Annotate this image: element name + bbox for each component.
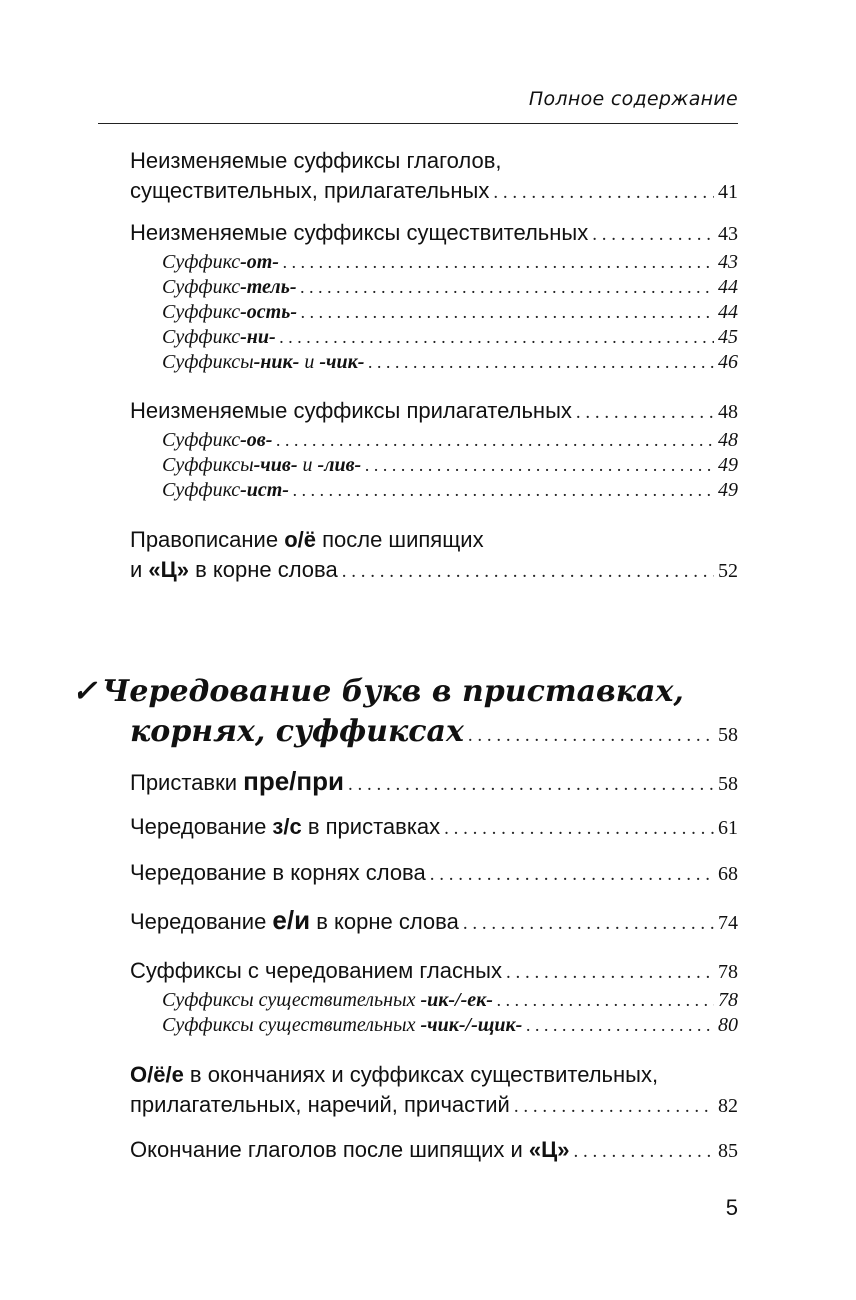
toc-entry-o-yo-after-sibilants[interactable] xyxy=(130,525,738,587)
toc-subentry[interactable] xyxy=(130,250,738,275)
suffix-label: -ов- xyxy=(240,429,273,451)
dot-leader xyxy=(301,300,714,325)
toc-entry-text: Окончание глаголов после шипящих и xyxy=(130,1137,529,1162)
dot-leader xyxy=(468,712,714,756)
dot-leader xyxy=(526,1013,714,1038)
dot-leader xyxy=(368,350,714,375)
toc-entry-o-yo-e-endings[interactable] xyxy=(130,1060,738,1122)
dot-leader xyxy=(430,858,714,890)
letter-label: «Ц» xyxy=(148,557,189,582)
page-ref: 45 xyxy=(718,326,738,348)
page-ref: 49 xyxy=(718,454,738,476)
toc-subentry[interactable] xyxy=(130,1013,738,1038)
dot-leader xyxy=(576,396,714,428)
subentry-text: Суффиксы существительных xyxy=(162,1014,421,1036)
subentry-text: Суффикс xyxy=(162,479,241,501)
page-ref: 78 xyxy=(718,961,738,983)
section-title: Чередование букв в приставках, xyxy=(102,674,684,709)
page-ref: 46 xyxy=(718,351,738,373)
toc-entry-text: Чередование xyxy=(130,909,273,934)
suffix-label: -ость- xyxy=(240,301,297,323)
toc-subentry[interactable] xyxy=(130,275,738,300)
dot-leader xyxy=(283,250,714,275)
toc-entry-text: Неизменяемые суффиксы глаголов, xyxy=(130,148,502,173)
subentry-text: Суффикс xyxy=(162,429,241,451)
dot-leader xyxy=(280,325,714,350)
page-number: 5 xyxy=(725,1195,738,1220)
dot-leader xyxy=(293,478,714,503)
letter-label: о/ё xyxy=(284,527,316,552)
running-header: Полное содержание xyxy=(528,88,738,110)
toc-entry-verb-endings[interactable] xyxy=(130,1135,738,1167)
dot-leader xyxy=(342,555,714,587)
dot-leader xyxy=(444,812,714,844)
toc-entry-text: Приставки xyxy=(130,770,244,795)
header-rule xyxy=(98,123,738,124)
toc-entry-noun-suffixes[interactable] xyxy=(130,218,738,375)
toc-entry-text: Чередование xyxy=(130,814,273,839)
suffix-label: -тель- xyxy=(240,276,297,298)
subentry-conjunction: и xyxy=(299,351,320,373)
page-ref: 44 xyxy=(718,301,738,323)
letter-label: з/с xyxy=(272,814,302,839)
dot-leader xyxy=(365,453,714,478)
dot-leader xyxy=(573,1135,714,1167)
toc-entry-verb-suffixes[interactable] xyxy=(130,146,738,208)
page-ref: 48 xyxy=(718,429,738,451)
subentry-conjunction: и xyxy=(297,454,318,476)
page-ref: 58 xyxy=(718,773,738,795)
prefix-label: пре/при xyxy=(243,766,344,796)
subentry-text: Суффикс xyxy=(162,326,241,348)
page-ref: 43 xyxy=(718,223,738,245)
subentry-text: Суффикс xyxy=(162,301,241,323)
toc-entry-vowel-alternation-suffixes[interactable] xyxy=(130,956,738,1038)
page-ref: 68 xyxy=(718,863,738,885)
toc-subentry[interactable] xyxy=(130,350,738,375)
toc-subentry[interactable] xyxy=(130,478,738,503)
toc-entry-text: и xyxy=(130,557,149,582)
dot-leader xyxy=(301,275,715,300)
letter-label: «Ц» xyxy=(528,1137,570,1162)
page-ref: 82 xyxy=(718,1095,738,1117)
toc-entry-text: в корне слова xyxy=(310,909,459,934)
dot-leader xyxy=(276,428,714,453)
toc-entry-text: существительных, прилагательных xyxy=(130,178,490,203)
page-ref: 78 xyxy=(718,989,738,1011)
toc-entry-root-alternation[interactable] xyxy=(130,858,738,890)
toc-entry-z-s-prefixes[interactable] xyxy=(130,812,738,844)
dot-leader xyxy=(592,218,714,250)
page-ref: 43 xyxy=(718,251,738,273)
page-ref: 85 xyxy=(718,1140,738,1162)
dot-leader xyxy=(463,907,714,939)
subentry-text: Суффикс xyxy=(162,276,241,298)
dot-leader xyxy=(348,768,714,800)
page-ref: 61 xyxy=(718,817,738,839)
toc-entry-text: в корне слова xyxy=(188,557,338,582)
subentry-text: Суффиксы xyxy=(162,351,254,373)
page-ref: 80 xyxy=(718,1014,738,1036)
toc-entry-e-i-root[interactable] xyxy=(130,905,738,939)
checkmark-icon: ✓ xyxy=(72,674,98,709)
toc-entry-text: Чередование в корнях слова xyxy=(130,860,426,885)
subentry-text: Суффиксы существительных xyxy=(162,989,421,1011)
toc-entry-text: Правописание xyxy=(130,527,285,552)
dot-leader xyxy=(497,988,714,1013)
toc-entry-text: в приставках xyxy=(301,814,441,839)
page-ref: 44 xyxy=(718,276,738,298)
page-ref: 58 xyxy=(718,724,738,746)
suffix-label: -ист- xyxy=(240,479,289,501)
toc-entry-text: прилагательных, наречий, причастий xyxy=(130,1092,510,1117)
subentry-text: Суффиксы xyxy=(162,454,254,476)
section-heading-alternation[interactable] xyxy=(72,672,738,756)
dot-leader xyxy=(493,176,714,208)
toc-subentry[interactable] xyxy=(130,300,738,325)
suffix-label: -чик-/-щик- xyxy=(420,1014,523,1036)
suffix-label: -ник- xyxy=(253,351,300,373)
section-title: корнях, суффиксах xyxy=(130,714,464,749)
toc-subentry[interactable] xyxy=(130,428,738,453)
page-ref: 48 xyxy=(718,401,738,423)
subentry-text: Суффикс xyxy=(162,251,241,273)
toc-entry-text: Суффиксы с чередованием гласных xyxy=(130,958,502,983)
suffix-label: -чив- xyxy=(253,454,298,476)
suffix-label: -чик- xyxy=(319,351,365,373)
page-ref: 52 xyxy=(718,560,738,582)
toc-subentry[interactable] xyxy=(130,988,738,1013)
toc-entry-pre-pri[interactable] xyxy=(130,766,738,800)
suffix-label: -от- xyxy=(240,251,279,273)
toc-entry-adjective-suffixes[interactable] xyxy=(130,396,738,503)
dot-leader xyxy=(506,956,714,988)
toc-entry-text: Неизменяемые суффиксы существительных xyxy=(130,220,589,245)
dot-leader xyxy=(514,1090,714,1122)
toc-subentry[interactable] xyxy=(130,325,738,350)
page-ref: 41 xyxy=(718,181,738,203)
page-ref: 49 xyxy=(718,479,738,501)
suffix-label: -лив- xyxy=(317,454,362,476)
page-ref: 74 xyxy=(718,912,738,934)
letter-label: О/ё/е xyxy=(130,1062,184,1087)
suffix-label: -ни- xyxy=(240,326,276,348)
toc-entry-text: Неизменяемые суффиксы прилагательных xyxy=(130,398,572,423)
toc-entry-text: после шипящих xyxy=(315,527,484,552)
toc-entry-text: в окончаниях и суффиксах существительных, xyxy=(183,1062,659,1087)
toc-subentry[interactable] xyxy=(130,453,738,478)
suffix-label: -ик-/-ек- xyxy=(420,989,493,1011)
letter-label: е/и xyxy=(272,905,311,935)
